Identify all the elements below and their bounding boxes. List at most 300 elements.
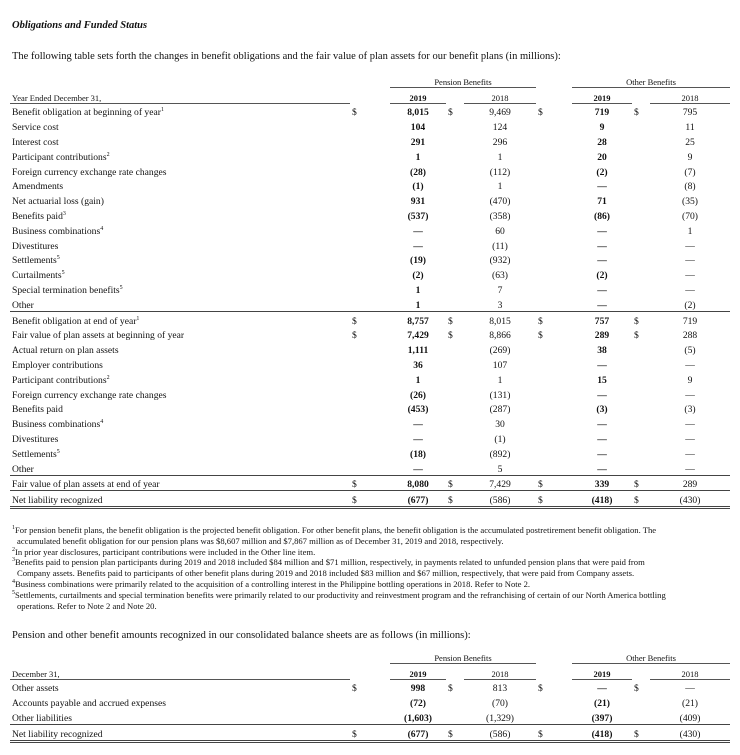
currency-symbol: [446, 356, 464, 371]
currency-symbol: [632, 401, 650, 416]
row-label-text: Participant contributions: [12, 151, 107, 163]
table-row: [10, 386, 730, 401]
currency-symbol: [632, 694, 650, 709]
footnote-text: operations. Refer to Note 2 and Note 20.: [17, 600, 157, 611]
currency-symbol: $: [536, 724, 572, 741]
row-label-text: Benefits paid: [12, 210, 63, 222]
other-2019-value: —: [597, 433, 607, 445]
other-2018-value: 288: [682, 330, 698, 342]
pension-2018-value: (131): [489, 389, 511, 401]
pension-2019-value: —: [413, 225, 423, 237]
other-2019-value: —: [597, 284, 607, 296]
table-row: [10, 192, 730, 207]
currency-symbol: $: [350, 724, 390, 741]
year-header: 2019: [572, 663, 632, 679]
table-row: [10, 724, 730, 741]
currency-symbol: $: [632, 724, 650, 741]
currency-symbol: [446, 430, 464, 445]
table-row: [10, 679, 730, 694]
currency-symbol: [446, 133, 464, 148]
pension-2018-value: 5: [497, 463, 503, 475]
table-row: [10, 178, 730, 193]
row-label: [10, 281, 350, 296]
row-label-text: Business combinations: [12, 225, 101, 237]
currency-symbol: [350, 178, 390, 193]
row-label: [10, 311, 350, 326]
other-2018-value: (70): [682, 210, 698, 222]
footnote-ref: 4: [100, 225, 104, 232]
currency-symbol: $: [536, 311, 572, 326]
other-benefits-header: Other Benefits: [572, 72, 730, 87]
currency-symbol: $: [352, 107, 357, 119]
pension-2019-value: (677): [390, 491, 446, 508]
pension-2019-value: (18): [410, 448, 426, 460]
other-2019-value: 719: [594, 107, 610, 119]
row-label: [10, 133, 350, 148]
currency-symbol: [350, 694, 390, 709]
currency-symbol: [350, 133, 390, 148]
row-label: [10, 178, 350, 193]
footnote-mark: 4: [12, 579, 15, 586]
currency-symbol: [536, 296, 572, 311]
other-2019-value: 71: [597, 196, 607, 208]
other-2019-value: —: [597, 683, 607, 695]
pension-2019-value: 8,015: [407, 107, 429, 119]
currency-symbol: [350, 356, 390, 371]
currency-symbol: [350, 148, 390, 163]
pension-2019-value: —: [413, 240, 423, 252]
currency-symbol: [446, 415, 464, 430]
pension-2019-value: (677): [390, 724, 446, 741]
footnote-ref: 5: [56, 448, 60, 455]
pension-2018-value: 30: [495, 419, 505, 431]
currency-symbol: $: [536, 491, 572, 508]
currency-symbol: [350, 207, 390, 222]
pension-2018-value: 107: [492, 359, 508, 371]
pension-2018-value: 8,866: [489, 330, 511, 342]
row-label: [10, 460, 350, 475]
row-label-text: Other: [12, 463, 34, 475]
footnote-line: [12, 547, 732, 558]
currency-symbol: $: [446, 475, 464, 491]
intro2-paragraph: Pension and other benefit amounts recognized in our consolidated balance sheets are as follows (in millions):: [12, 630, 471, 641]
row-label: [10, 694, 350, 709]
pension-2019-value: 998: [410, 683, 426, 695]
currency-symbol: [350, 163, 390, 178]
footnote-text: For pension benefit plans, the benefit obligation is the projected benefit obligation. For other benefit plans, the benefit obligation is the accumulated postretirement benefit obligation. The: [15, 525, 657, 535]
row-label-text: Interest cost: [12, 136, 59, 148]
currency-symbol: [350, 222, 390, 237]
other-2018-value: (8): [684, 181, 696, 193]
currency-symbol: [536, 178, 572, 193]
currency-symbol: [632, 252, 650, 267]
table-row: [10, 430, 730, 445]
pension-2019-value: 931: [410, 196, 426, 208]
footnote-ref: 2: [106, 374, 110, 381]
pension-2018-value: (1,329): [486, 712, 514, 724]
currency-symbol: [536, 401, 572, 416]
footnote-line: [12, 525, 732, 536]
table-row: [10, 415, 730, 430]
row-label: [10, 445, 350, 460]
currency-symbol: $: [536, 475, 572, 491]
currency-symbol: $: [448, 107, 453, 119]
other-2019-value: (418): [572, 491, 632, 508]
row-label: [10, 118, 350, 133]
other-2018-value: —: [685, 448, 695, 460]
footnote-text: Business combinations were primarily related to the acquisition of a controlling interest in the Philippine bottling operations in 2018. Refer to Note 2.: [15, 578, 531, 589]
currency-symbol: $: [352, 683, 357, 695]
other-2018-value: (430): [650, 491, 730, 508]
benefit-obligations-table: [10, 72, 730, 509]
footnote-line: [12, 601, 732, 612]
other-2018-value: (7): [684, 166, 696, 178]
currency-symbol: [446, 694, 464, 709]
currency-symbol: [446, 237, 464, 252]
pension-2019-value: (2): [412, 270, 424, 282]
other-2018-value: 1: [687, 225, 693, 237]
pension-2018-value: 1: [497, 151, 503, 163]
currency-symbol: [350, 401, 390, 416]
other-2019-value: 38: [597, 345, 607, 357]
currency-symbol: [446, 296, 464, 311]
table-row: [10, 296, 730, 311]
footnote-mark: 1: [12, 525, 15, 532]
row-label: [10, 371, 350, 386]
year-header: 2019: [572, 87, 632, 103]
currency-symbol: [632, 296, 650, 311]
currency-symbol: [536, 445, 572, 460]
currency-symbol: [632, 445, 650, 460]
row-label-text: Other: [12, 299, 34, 311]
pension-2019-value: (453): [407, 404, 429, 416]
currency-symbol: $: [632, 491, 650, 508]
currency-symbol: [536, 694, 572, 709]
currency-symbol: $: [350, 475, 390, 491]
footnote-mark: 3: [12, 557, 15, 564]
pension-2018-value: (112): [489, 166, 511, 178]
currency-symbol: [536, 133, 572, 148]
pension-2019-value: —: [413, 433, 423, 445]
row-label-text: Foreign currency exchange rate changes: [12, 389, 167, 401]
currency-symbol: [632, 430, 650, 445]
footnote-ref: 4: [100, 418, 104, 425]
pension-2018-value: (287): [489, 404, 511, 416]
pension-2019-value: 8,757: [390, 311, 446, 326]
currency-symbol: [446, 266, 464, 281]
currency-symbol: [536, 341, 572, 356]
other-2019-value: 9: [599, 122, 605, 134]
pension-2019-value: 1: [415, 284, 421, 296]
pension-2018-value: (470): [489, 196, 511, 208]
currency-symbol: [536, 356, 572, 371]
december-31-label: December 31,: [10, 663, 350, 679]
pension-2018-value: 296: [492, 136, 508, 148]
footnote-text: In prior year disclosures, participant contributions were included in the Other line item.: [15, 546, 316, 557]
pension-2018-value: (932): [489, 255, 511, 267]
row-label: [10, 356, 350, 371]
currency-symbol: [632, 163, 650, 178]
currency-symbol: [446, 252, 464, 267]
row-label: [10, 415, 350, 430]
other-2018-value: (35): [682, 196, 698, 208]
other-2019-value: —: [597, 225, 607, 237]
other-2018-value: —: [685, 463, 695, 475]
pension-benefits-header: Pension Benefits: [390, 72, 536, 87]
footnotes: [12, 525, 732, 611]
other-2018-value: (5): [684, 345, 696, 357]
row-label-text: Special termination benefits: [12, 284, 120, 296]
pension-2018-value: 1: [497, 181, 503, 193]
row-label: [10, 679, 350, 694]
table-row: [10, 207, 730, 222]
pension-2018-value: (1): [494, 433, 506, 445]
pension-2019-value: 104: [410, 122, 426, 134]
currency-symbol: [632, 460, 650, 475]
footnote-ref: 5: [56, 255, 60, 262]
currency-symbol: [632, 371, 650, 386]
footnote-ref: 1: [160, 107, 164, 114]
currency-symbol: [446, 118, 464, 133]
year-header: 2019: [390, 663, 446, 679]
other-2018-value: —: [685, 683, 695, 695]
currency-symbol: [632, 386, 650, 401]
currency-symbol: [536, 281, 572, 296]
currency-symbol: [536, 118, 572, 133]
other-2019-value: —: [597, 240, 607, 252]
other-2019-value: —: [597, 419, 607, 431]
other-2018-value: (21): [682, 698, 698, 710]
year-header: 2018: [650, 87, 730, 103]
pension-2019-value: (19): [410, 255, 426, 267]
footnote-ref: 5: [61, 269, 65, 276]
pension-2019-value: —: [413, 463, 423, 475]
currency-symbol: [350, 266, 390, 281]
other-2019-value: —: [597, 359, 607, 371]
table-row: [10, 118, 730, 133]
pension-2019-value: 1: [415, 374, 421, 386]
other-2019-value: (418): [572, 724, 632, 741]
other-2019-value: —: [597, 463, 607, 475]
footnote-text: Company assets. Benefits paid to participants of other benefit plans during 2019 and 2018 included $83 million and $67 million, respectively, that were paid from Company assets.: [17, 568, 635, 579]
table-row: [10, 133, 730, 148]
currency-symbol: [350, 386, 390, 401]
currency-symbol: [350, 296, 390, 311]
currency-symbol: [350, 430, 390, 445]
currency-symbol: [536, 237, 572, 252]
table-row: [10, 222, 730, 237]
row-label: [10, 252, 350, 267]
row-label: [10, 103, 350, 118]
pension-2019-value: (28): [410, 166, 426, 178]
footnote-ref: 2: [106, 151, 110, 158]
currency-symbol: [446, 148, 464, 163]
table-row: [10, 445, 730, 460]
footnote-line: [12, 557, 732, 568]
row-label-text: Benefits paid: [12, 404, 63, 416]
table-row: [10, 694, 730, 709]
pension-2019-value: 291: [410, 136, 426, 148]
pension-2018-value: 8,015: [464, 311, 536, 326]
currency-symbol: [536, 386, 572, 401]
currency-symbol: $: [350, 311, 390, 326]
footnote-text: Benefits paid to pension plan participants during 2019 and 2018 included $84 million and $71 million, respectively, in payments related to unfunded pension plans that were paid from: [15, 557, 645, 568]
currency-symbol: $: [446, 311, 464, 326]
currency-symbol: [632, 133, 650, 148]
row-label-text: Benefit obligation at end of year: [12, 315, 137, 327]
currency-symbol: $: [448, 683, 453, 695]
footnote-line: [12, 590, 732, 601]
currency-symbol: $: [448, 330, 453, 342]
currency-symbol: [632, 341, 650, 356]
currency-symbol: [632, 281, 650, 296]
other-2018-value: (430): [650, 724, 730, 741]
row-label: [10, 341, 350, 356]
row-label: [10, 222, 350, 237]
currency-symbol: [350, 709, 390, 724]
table-row: [10, 356, 730, 371]
currency-symbol: [632, 415, 650, 430]
year-ended-label: Year Ended December 31,: [10, 87, 350, 103]
row-label-text: Other liabilities: [12, 712, 72, 724]
currency-symbol: [446, 341, 464, 356]
currency-symbol: [632, 207, 650, 222]
row-label-text: Settlements: [12, 448, 57, 460]
currency-symbol: $: [632, 475, 650, 491]
row-label-text: Accounts payable and accrued expenses: [12, 698, 166, 710]
currency-symbol: [632, 237, 650, 252]
other-2019-value: 15: [597, 374, 607, 386]
table-row: [10, 401, 730, 416]
other-2018-value: (2): [684, 299, 696, 311]
table-row: [10, 148, 730, 163]
pension-2019-value: (537): [407, 210, 429, 222]
other-2018-value: (409): [679, 712, 701, 724]
table-row: [10, 237, 730, 252]
pension-2018-value: (70): [492, 698, 508, 710]
other-2018-value: —: [685, 284, 695, 296]
currency-symbol: [446, 281, 464, 296]
pension-2018-value: 124: [492, 122, 508, 134]
row-label-text: Amendments: [12, 181, 64, 193]
currency-symbol: [446, 178, 464, 193]
row-label-text: Service cost: [12, 122, 59, 134]
table-row: [10, 371, 730, 386]
pension-2019-value: (1,603): [404, 712, 432, 724]
other-2018-value: 719: [650, 311, 730, 326]
footnote-ref: 3: [62, 210, 66, 217]
row-label: [10, 709, 350, 724]
table-row: [10, 266, 730, 281]
currency-symbol: [632, 148, 650, 163]
row-label: [10, 163, 350, 178]
currency-symbol: [446, 222, 464, 237]
currency-symbol: [350, 445, 390, 460]
other-2018-value: 289: [650, 475, 730, 491]
currency-symbol: [536, 207, 572, 222]
footnote-ref: 1: [136, 315, 140, 322]
other-2019-value: 757: [572, 311, 632, 326]
currency-symbol: [536, 460, 572, 475]
other-2018-value: —: [685, 255, 695, 267]
currency-symbol: [350, 237, 390, 252]
row-label-text: Fair value of plan assets at beginning of year: [12, 330, 185, 342]
pension-2019-value: 8,080: [390, 475, 446, 491]
other-2019-value: (2): [596, 166, 608, 178]
table-row: [10, 491, 730, 508]
currency-symbol: [446, 460, 464, 475]
row-label-text: Employer contributions: [12, 359, 103, 371]
row-label: [10, 266, 350, 281]
table-row: [10, 341, 730, 356]
other-2018-value: —: [685, 433, 695, 445]
table-row: [10, 327, 730, 342]
table-row: [10, 475, 730, 491]
year-header: 2018: [464, 87, 536, 103]
currency-symbol: [632, 709, 650, 724]
pension-2018-value: (269): [489, 345, 511, 357]
other-2018-value: 795: [682, 107, 698, 119]
pension-2018-value: (63): [492, 270, 508, 282]
other-2018-value: —: [685, 240, 695, 252]
other-2019-value: (397): [591, 712, 613, 724]
table-row: [10, 311, 730, 326]
pension-2018-value: 1: [497, 374, 503, 386]
currency-symbol: [350, 371, 390, 386]
other-2018-value: 25: [685, 136, 695, 148]
other-2019-value: (3): [596, 404, 608, 416]
row-label-text: Benefit obligation at beginning of year: [12, 107, 161, 119]
table-row: [10, 460, 730, 475]
section-title: Obligations and Funded Status: [12, 20, 148, 31]
row-label-text: Business combinations: [12, 419, 101, 431]
row-label-text: Foreign currency exchange rate changes: [12, 166, 167, 178]
currency-symbol: $: [538, 107, 543, 119]
pension-2018-value: 813: [492, 683, 508, 695]
currency-symbol: $: [632, 311, 650, 326]
row-label-text: Fair value of plan assets at end of year: [12, 479, 160, 491]
other-2019-value: (2): [596, 270, 608, 282]
currency-symbol: [536, 163, 572, 178]
other-2019-value: —: [597, 389, 607, 401]
currency-symbol: [632, 118, 650, 133]
row-label-text: Divestitures: [12, 240, 59, 252]
other-2018-value: 9: [687, 151, 693, 163]
pension-2018-value: (586): [464, 491, 536, 508]
footnote-line: [12, 536, 732, 547]
currency-symbol: [632, 178, 650, 193]
row-label: [10, 491, 350, 508]
pension-2018-value: 7,429: [464, 475, 536, 491]
row-label-text: Divestitures: [12, 433, 59, 445]
row-label: [10, 192, 350, 207]
currency-symbol: [446, 371, 464, 386]
currency-symbol: $: [350, 491, 390, 508]
pension-2019-value: —: [413, 419, 423, 431]
other-2018-value: (3): [684, 404, 696, 416]
row-label-text: Curtailments: [12, 270, 62, 282]
year-header: 2019: [390, 87, 446, 103]
pension-2019-value: (26): [410, 389, 426, 401]
currency-symbol: $: [446, 724, 464, 741]
table-row: [10, 103, 730, 118]
row-label: [10, 724, 350, 741]
currency-symbol: [350, 460, 390, 475]
other-2019-value: —: [597, 181, 607, 193]
pension-2019-value: 36: [413, 359, 423, 371]
pension-2018-value: (11): [492, 240, 508, 252]
currency-symbol: [536, 415, 572, 430]
